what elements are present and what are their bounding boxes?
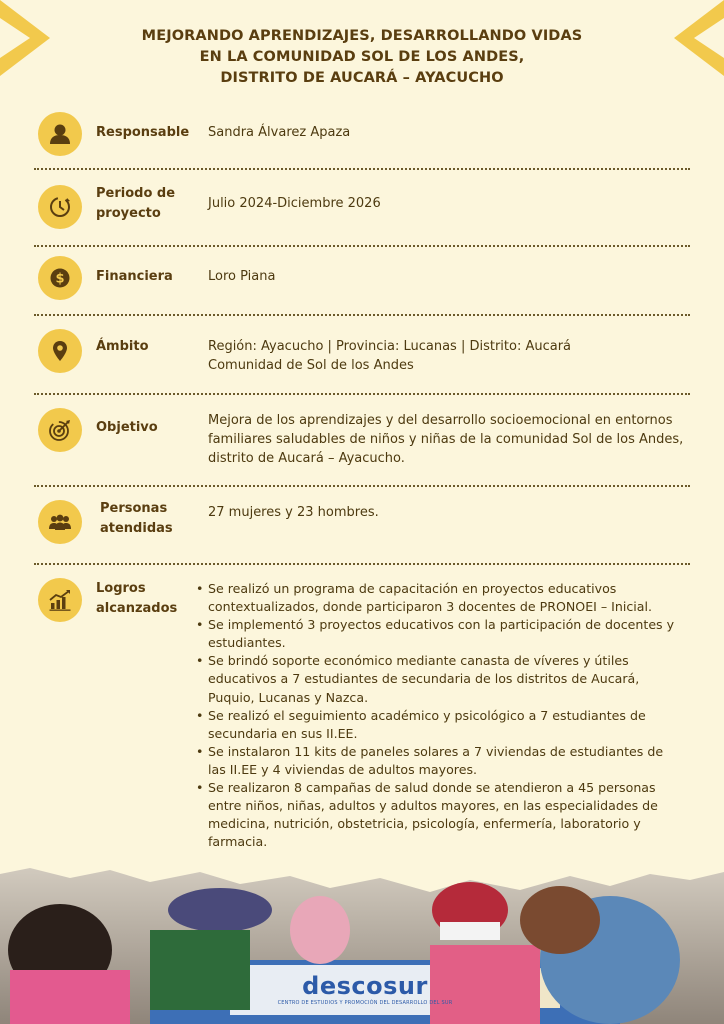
target-icon bbox=[38, 408, 82, 452]
user-icon bbox=[38, 112, 82, 156]
row-objetivo bbox=[34, 404, 690, 476]
title-line-3: DISTRITO DE AUCARÁ – AYACUCHO bbox=[220, 70, 504, 86]
list-item: • Se realizó el seguimiento académico y psicológico a 7 estudiantes de secundaria en sus II.EE. bbox=[196, 707, 682, 743]
list-item: • Se instalaron 11 kits de paneles solares a 7 viviendas de estudiantes de las II.EE y 4 viviendas de adultos mayores. bbox=[196, 743, 682, 779]
list-item: • Se realizó un programa de capacitación en proyectos educativos contextualizados, donde participaron 3 docentes de PRONOEI – Inicial. bbox=[196, 580, 682, 616]
value-financiera: Loro Piana bbox=[208, 269, 276, 284]
label-responsable: Responsable bbox=[96, 125, 190, 140]
value-ambito bbox=[208, 337, 688, 375]
divider bbox=[34, 168, 690, 170]
divider bbox=[34, 314, 690, 316]
svg-text:$: $ bbox=[55, 271, 65, 287]
map-pin-icon bbox=[38, 329, 82, 373]
row-logros bbox=[34, 576, 690, 856]
people-group-icon bbox=[38, 500, 82, 544]
title-line-2: EN LA COMUNIDAD SOL DE LOS ANDES, bbox=[199, 49, 525, 65]
value-ambito-line-2: Comunidad de Sol de los Andes bbox=[208, 358, 414, 373]
label-personas-line-1: Personas bbox=[100, 501, 168, 516]
label-personas-line-2: atendidas bbox=[100, 521, 173, 536]
label-logros-line-2: alcanzados bbox=[96, 601, 178, 616]
descosur-logo: descosur bbox=[302, 972, 428, 1000]
label-financiera: Financiera bbox=[96, 269, 173, 284]
page-title bbox=[100, 26, 624, 89]
label-periodo-line-2: proyecto bbox=[96, 206, 161, 221]
divider bbox=[34, 563, 690, 565]
label-periodo bbox=[96, 184, 175, 224]
title-line-1: MEJORANDO APRENDIZAJES, DESARROLLANDO VIDAS bbox=[141, 28, 583, 44]
row-responsable bbox=[34, 110, 690, 160]
value-responsable: Sandra Álvarez Apaza bbox=[208, 125, 351, 140]
value-periodo: Julio 2024-Diciembre 2026 bbox=[208, 196, 381, 211]
value-ambito-line-1: Región: Ayacucho | Provincia: Lucanas | Distrito: Aucará bbox=[208, 339, 572, 354]
growth-chart-icon bbox=[38, 578, 82, 622]
corner-decoration-right bbox=[664, 0, 724, 90]
dollar-icon bbox=[38, 256, 82, 300]
value-objetivo: Mejora de los aprendizajes y del desarrollo socioemocional en entornos familiares saludables de niños y niñas de la comunidad Sol de los Andes, distrito de Aucará – Ayacucho. bbox=[208, 413, 684, 466]
label-periodo-line-1: Periodo de bbox=[96, 186, 176, 201]
list-item: • Se brindó soporte económico mediante canasta de víveres y útiles educativos a 7 estudiantes de secundaria de los distritos de Aucará, Puquio, Lucanas y Nazca. bbox=[196, 652, 682, 706]
descosur-logo-subtitle: CENTRO DE ESTUDIOS Y PROMOCIÓN DEL DESARROLLO DEL SUR bbox=[277, 1000, 453, 1006]
divider bbox=[34, 485, 690, 487]
clock-cycle-icon bbox=[38, 185, 82, 229]
label-personas bbox=[100, 499, 173, 539]
label-logros bbox=[96, 579, 177, 619]
row-periodo bbox=[34, 180, 690, 236]
value-personas: 27 mujeres y 23 hombres. bbox=[208, 505, 379, 520]
row-ambito bbox=[34, 325, 690, 385]
corner-decoration-left bbox=[0, 0, 60, 90]
divider bbox=[34, 393, 690, 395]
label-logros-line-1: Logros bbox=[96, 581, 146, 596]
divider bbox=[34, 245, 690, 247]
label-ambito: Ámbito bbox=[96, 339, 149, 354]
list-item: • Se implementó 3 proyectos educativos con la participación de docentes y estudiantes. bbox=[196, 616, 682, 652]
achievements-list bbox=[196, 580, 682, 851]
list-item: • Se realizaron 8 campañas de salud donde se atendieron a 45 personas entre niños, niñas, adultos y adultos mayores, en las especialidades de medicina, nutrición, obstetricia, psicología, enfermería, laboratorio y farmacia. bbox=[196, 779, 682, 851]
row-financiera bbox=[34, 255, 690, 305]
label-objetivo: Objetivo bbox=[96, 420, 158, 435]
row-personas bbox=[34, 496, 690, 552]
